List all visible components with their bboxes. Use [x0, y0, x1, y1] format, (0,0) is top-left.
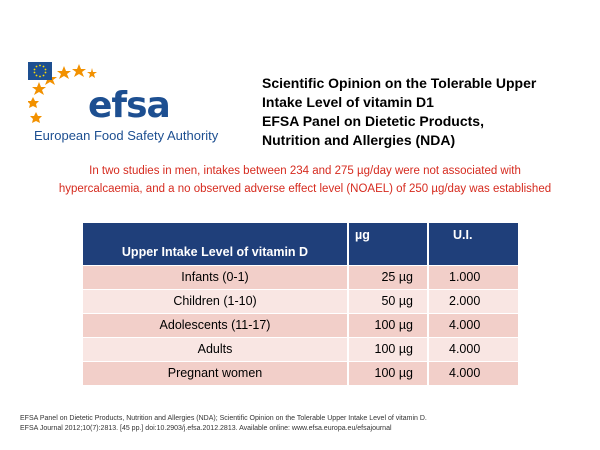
cell-ug: 50 µg — [348, 289, 428, 313]
cell-iu: 2.000 — [428, 289, 518, 313]
star-icon — [57, 66, 71, 79]
intro-text — [20, 162, 590, 198]
cell-group: Infants (0-1) — [83, 265, 348, 289]
cell-iu: 4.000 — [428, 361, 518, 385]
table-row — [83, 361, 518, 385]
cell-ug: 100 µg — [348, 361, 428, 385]
title-line: EFSA Panel on Dietetic Products, — [262, 113, 484, 129]
efsa-logo — [28, 62, 248, 154]
upper-intake-table — [83, 223, 518, 385]
efsa-caption: European Food Safety Authority — [34, 128, 219, 143]
cell-group: Adolescents (11-17) — [83, 313, 348, 337]
header-iu: U.I. — [428, 223, 518, 265]
header-ug: µg — [348, 223, 428, 265]
citation-footnote — [20, 414, 590, 434]
header-group: Upper Intake Level of vitamin D — [83, 223, 348, 265]
cell-iu: 4.000 — [428, 313, 518, 337]
efsa-wordmark: efsa — [88, 85, 170, 126]
table-row — [83, 313, 518, 337]
cell-iu: 4.000 — [428, 337, 518, 361]
cell-iu: 1.000 — [428, 265, 518, 289]
table-row — [83, 289, 518, 313]
table-header-row — [83, 223, 518, 265]
footnote-line: EFSA Panel on Dietetic Products, Nutrition and Allergies (NDA); Scientific Opinion on the Tolerable Upper Intake Level of vitamin D. — [20, 415, 427, 422]
star-icon — [72, 64, 86, 77]
intro-line: hypercalcaemia, and a no observed adverse effect level (NOAEL) of 250 µg/day was established — [58, 183, 552, 195]
cell-ug: 25 µg — [348, 265, 428, 289]
cell-ug: 100 µg — [348, 313, 428, 337]
table-row — [83, 337, 518, 361]
star-icon — [28, 97, 39, 108]
eu-flag-icon — [28, 62, 52, 80]
cell-group: Children (1-10) — [83, 289, 348, 313]
footnote-line: EFSA Journal 2012;10(7):2813. [45 pp.] doi:10.2903/j.efsa.2012.2813. Available online: www.efsa.europa.eu/efsajournal — [20, 425, 392, 432]
slide-title — [262, 74, 582, 150]
star-icon — [32, 82, 46, 95]
table-row — [83, 265, 518, 289]
title-line: Scientific Opinion on the Tolerable Upper — [262, 75, 537, 91]
cell-group: Adults — [83, 337, 348, 361]
cell-ug: 100 µg — [348, 337, 428, 361]
cell-group: Pregnant women — [83, 361, 348, 385]
star-icon — [30, 112, 42, 123]
title-line: Intake Level of vitamin D1 — [262, 94, 434, 110]
title-line: Nutrition and Allergies (NDA) — [262, 132, 456, 148]
intro-line: In two studies in men, intakes between 234 and 275 µg/day were not associated with — [89, 165, 521, 177]
star-icon — [87, 68, 97, 78]
